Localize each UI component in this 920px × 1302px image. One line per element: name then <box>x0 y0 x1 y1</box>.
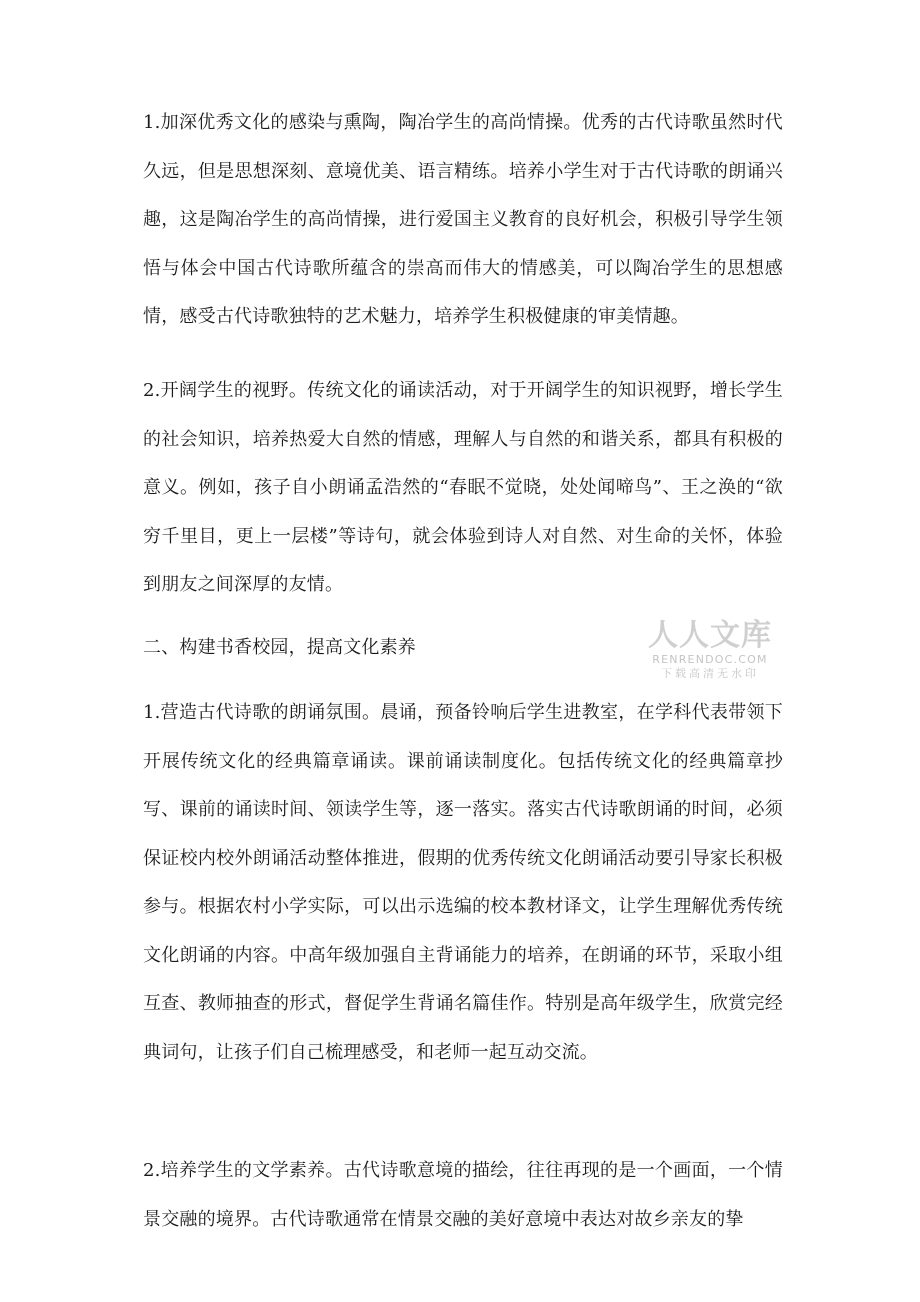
watermark-subtitle: 下载高清无水印 <box>661 667 759 680</box>
paragraph-4: 2.培养学生的文学素养。古代诗歌意境的描绘，往往再现的是一个画面，一个情景交融的境界。古代诗歌通常在情景交融的美好意境中表达对故乡亲友的挚 <box>143 1160 783 1230</box>
paragraph-3: 1.营造古代诗歌的朗诵氛围。晨诵，预备铃响后学生进教室，在学科代表带领下开展传统文化的经典篇章诵读。课前诵读制度化。包括传统文化的经典篇章抄写、课前的诵读时间、领读学生等，逐一落实。落实古代诗歌朗诵的时间，必须保证校内校外朗诵活动整体推进，假期的优秀传统文化朗诵活动要引导家长积极参与。根据农村小学实际，可以出示选编的校本教材译文，让学生理解优秀传统文化朗诵的内容。中高年级加强自主背诵能力的培养，在朗诵的环节，采取小组互查、教师抽查的形式，督促学生背诵名篇佳作。特别是高年级学生，欣赏完经典词句，让孩子们自己梳理感受，和老师一起互动交流。 <box>143 702 783 1063</box>
watermark-url: RENRENDOC.COM <box>652 653 768 666</box>
paragraph-1: 1.加深优秀文化的感染与熏陶，陶冶学生的高尚情操。优秀的古代诗歌虽然时代久远，但是思想深刻、意境优美、语言精练。培养小学生对于古代诗歌的朗诵兴趣，这是陶冶学生的高尚情操，进行爱国主义教育的良好机会，积极引导学生领悟与体会中国古代诗歌所蕴含的崇高而伟大的情感美，可以陶冶学生的思想感情，感受古代诗歌独特的艺术魅力，培养学生积极健康的审美情趣。 <box>143 112 783 327</box>
watermark-title: 人人文库 <box>648 618 772 653</box>
section-heading: 二、构建书香校园，提高文化素养 <box>143 637 416 658</box>
watermark-logo <box>646 619 774 681</box>
paragraph-2: 2.开阔学生的视野。传统文化的诵读活动，对于开阔学生的知识视野，增长学生的社会知识，培养热爱大自然的情感，理解人与自然的和谐关系，都具有积极的意义。例如，孩子自小朗诵孟浩然的“春眠不觉晓，处处闻啼鸟”、王之涣的“欲穷千里目，更上一层楼”等诗句，就会体验到诗人对自然、对生命的关怀，体验到朋友之间深厚的友情。 <box>143 380 783 595</box>
